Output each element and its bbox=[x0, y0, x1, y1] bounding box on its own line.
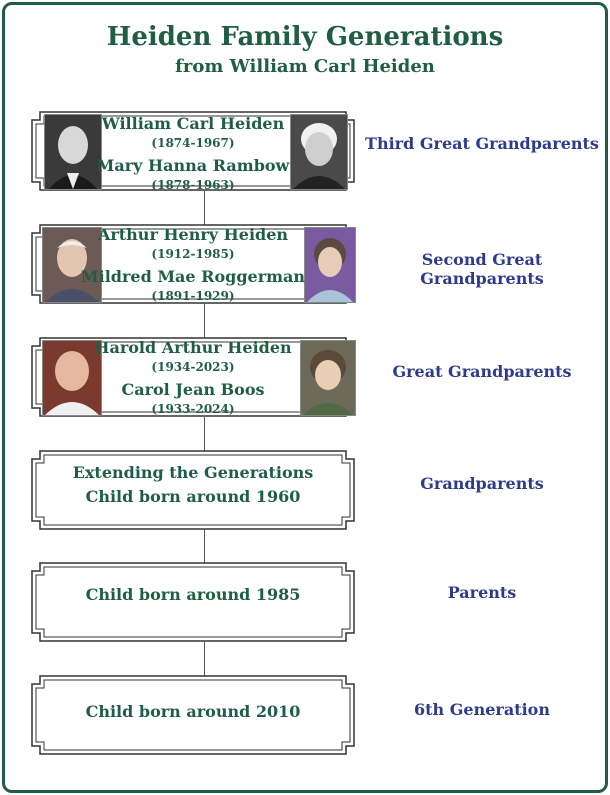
person-name: William Carl Heiden bbox=[101, 114, 285, 133]
generation-label: Grandparents bbox=[420, 474, 544, 493]
generation-label: Second Great Grandparents bbox=[420, 250, 544, 288]
person-name: Harold Arthur Heiden bbox=[94, 338, 292, 357]
person-dates: (1933-2024) bbox=[151, 402, 235, 416]
page-subtitle: from William Carl Heiden bbox=[175, 56, 435, 77]
person-dates: (1934-2023) bbox=[151, 360, 235, 374]
person-dates: (1891-1929) bbox=[151, 289, 235, 303]
generation-box-6 bbox=[30, 674, 356, 754]
connector-line bbox=[204, 529, 205, 563]
generation-text: Child born around 2010 bbox=[85, 702, 301, 721]
generation-text: Child born around 1960 bbox=[85, 487, 301, 506]
connector-line bbox=[204, 642, 205, 676]
generation-box-4 bbox=[30, 449, 356, 529]
person-dates: (1878-1963) bbox=[151, 178, 235, 192]
generation-box-1 bbox=[30, 110, 356, 190]
person-name: Carol Jean Boos bbox=[121, 380, 265, 399]
person-name: Arthur Henry Heiden bbox=[97, 225, 289, 244]
generation-label: Parents bbox=[447, 583, 517, 602]
generation-box-2 bbox=[30, 223, 356, 303]
person-dates: (1912-1985) bbox=[151, 247, 235, 261]
generation-label: Third Great Grandparents bbox=[365, 134, 599, 153]
page-title: Heiden Family Generations bbox=[106, 22, 504, 52]
generation-label: 6th Generation bbox=[414, 700, 550, 719]
connector-line bbox=[204, 417, 205, 451]
generation-text: Child born around 1985 bbox=[85, 585, 301, 604]
person-dates: (1874-1967) bbox=[151, 136, 235, 150]
generation-box-3 bbox=[30, 336, 356, 416]
generation-text: Extending the Generations bbox=[72, 463, 314, 482]
generation-label: Great Grandparents bbox=[392, 362, 572, 381]
connector-line bbox=[204, 191, 205, 225]
generation-box-5 bbox=[30, 561, 356, 641]
person-name: Mary Hanna Rambow bbox=[96, 156, 290, 175]
connector-line bbox=[204, 304, 205, 338]
person-name: Mildred Mae Roggerman bbox=[80, 267, 306, 286]
